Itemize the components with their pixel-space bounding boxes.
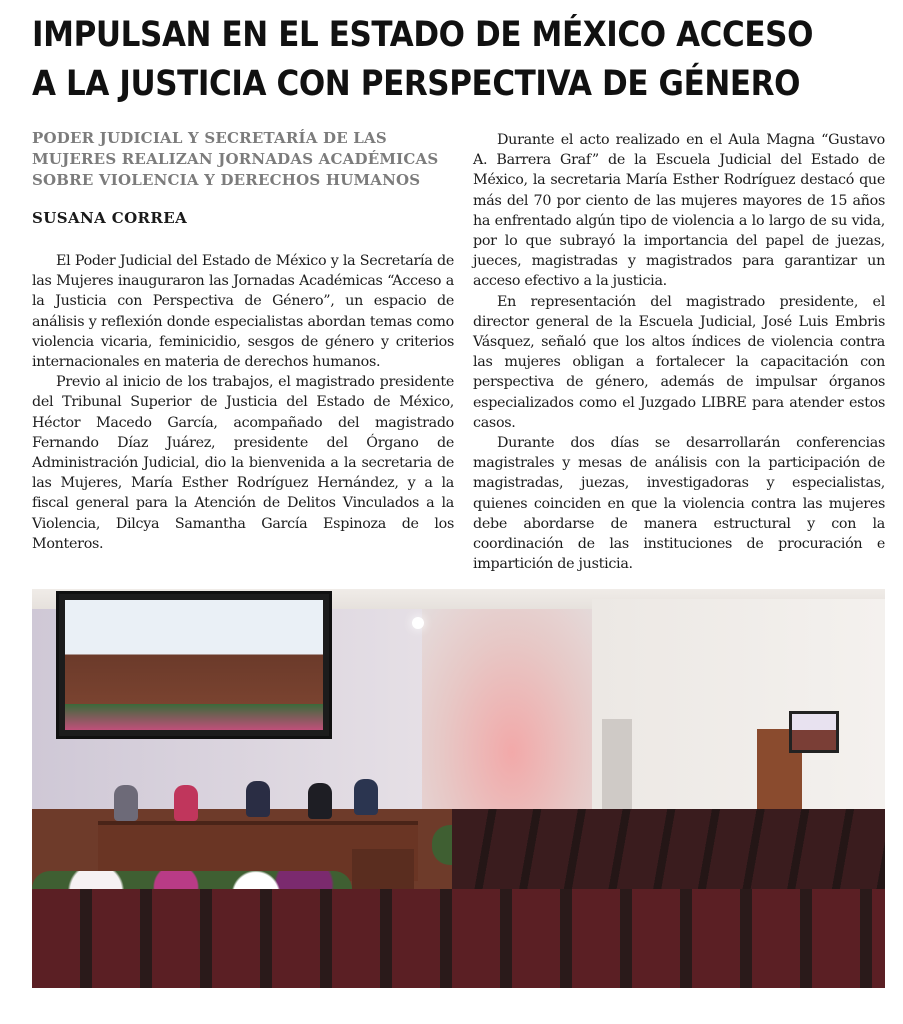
paragraph: Durante el acto realizado en el Aula Magna “Gustavo A. Barrera Graf” de la Escuela Judicial del Estado de México, la secretaria María Esther Rodríguez destacó que más del 70 por ciento de las mujeres mayores de 15 años ha enfrentado algún tipo de violencia a lo largo de su vida, por lo que subrayó la importancia del papel de juezas, jueces, magistradas y magistrados para garantizar un acceso efectivo a la justicia. xyxy=(473,132,885,290)
paragraph: Durante dos días se desarrollarán conferencias magistrales y mesas de análisis con la participación de magistradas, juezas, investigadoras y especialistas, quienes coinciden en que la violencia contra las mujeres debe abordarse de manera estructural y con la coordinación de las instituciones de procuración e impartición de justicia. xyxy=(473,435,885,573)
headline-line-1: IMPULSAN EN EL ESTADO DE MÉXICO ACCESO xyxy=(32,14,814,55)
photo-panelist xyxy=(354,779,378,815)
paragraph: El Poder Judicial del Estado de México y la Secretaría de las Mujeres inauguraron las Jornadas Académicas “Acceso a la Justicia con Perspectiva de Género”, un espacio de análisis y reflexión donde especialistas abordan temas como violencia vicaria, feminicidio, sesgos de género y criterios internacionales en materia de derechos humanos. xyxy=(32,253,454,371)
photo-panelist xyxy=(114,785,138,821)
event-photo xyxy=(32,589,885,988)
left-column xyxy=(32,251,454,554)
deck-subheading: PODER JUDICIAL Y SECRETARÍA DE LAS MUJERES REALIZAN JORNADAS ACADÉMICAS SOBRE VIOLENCIA Y DERECHOS HUMANOS xyxy=(32,129,439,189)
photo-seats xyxy=(32,889,885,988)
photo-panelist xyxy=(308,783,332,819)
headline xyxy=(32,10,882,109)
paragraph: Previo al inicio de los trabajos, el magistrado presidente del Tribunal Superior de Justicia del Estado de México, Héctor Macedo García, acompañado del magistrado Fernando Díaz Juárez, presidente del Órgano de Administración Judicial, dio la bienvenida a la secretaria de las Mujeres, María Esther Rodríguez Hernández, y a la fiscal general para la Atención de Delitos Vinculados a la Violencia, Dilcya Samantha García Espinoza de los Monteros. xyxy=(32,374,454,552)
byline: SUSANA CORREA xyxy=(32,209,188,227)
paragraph: En representación del magistrado presidente, el director general de la Escuela Judicial, José Luis Embris Vásquez, señaló que los altos índices de violencia contra las mujeres obligan a fortalecer la capacitación con perspectiva de género, además de impulsar órganos especializados como el Juzgado LIBRE para atender estos casos. xyxy=(473,293,885,431)
photo-large-screen xyxy=(56,591,332,739)
photo-panelist xyxy=(174,785,198,821)
right-column xyxy=(473,130,885,574)
headline-line-2: A LA JUSTICIA CON PERSPECTIVA DE GÉNERO xyxy=(32,63,801,105)
photo-panelist xyxy=(246,781,270,817)
photo-spotlight xyxy=(412,617,424,629)
photo-small-screen xyxy=(789,711,839,753)
